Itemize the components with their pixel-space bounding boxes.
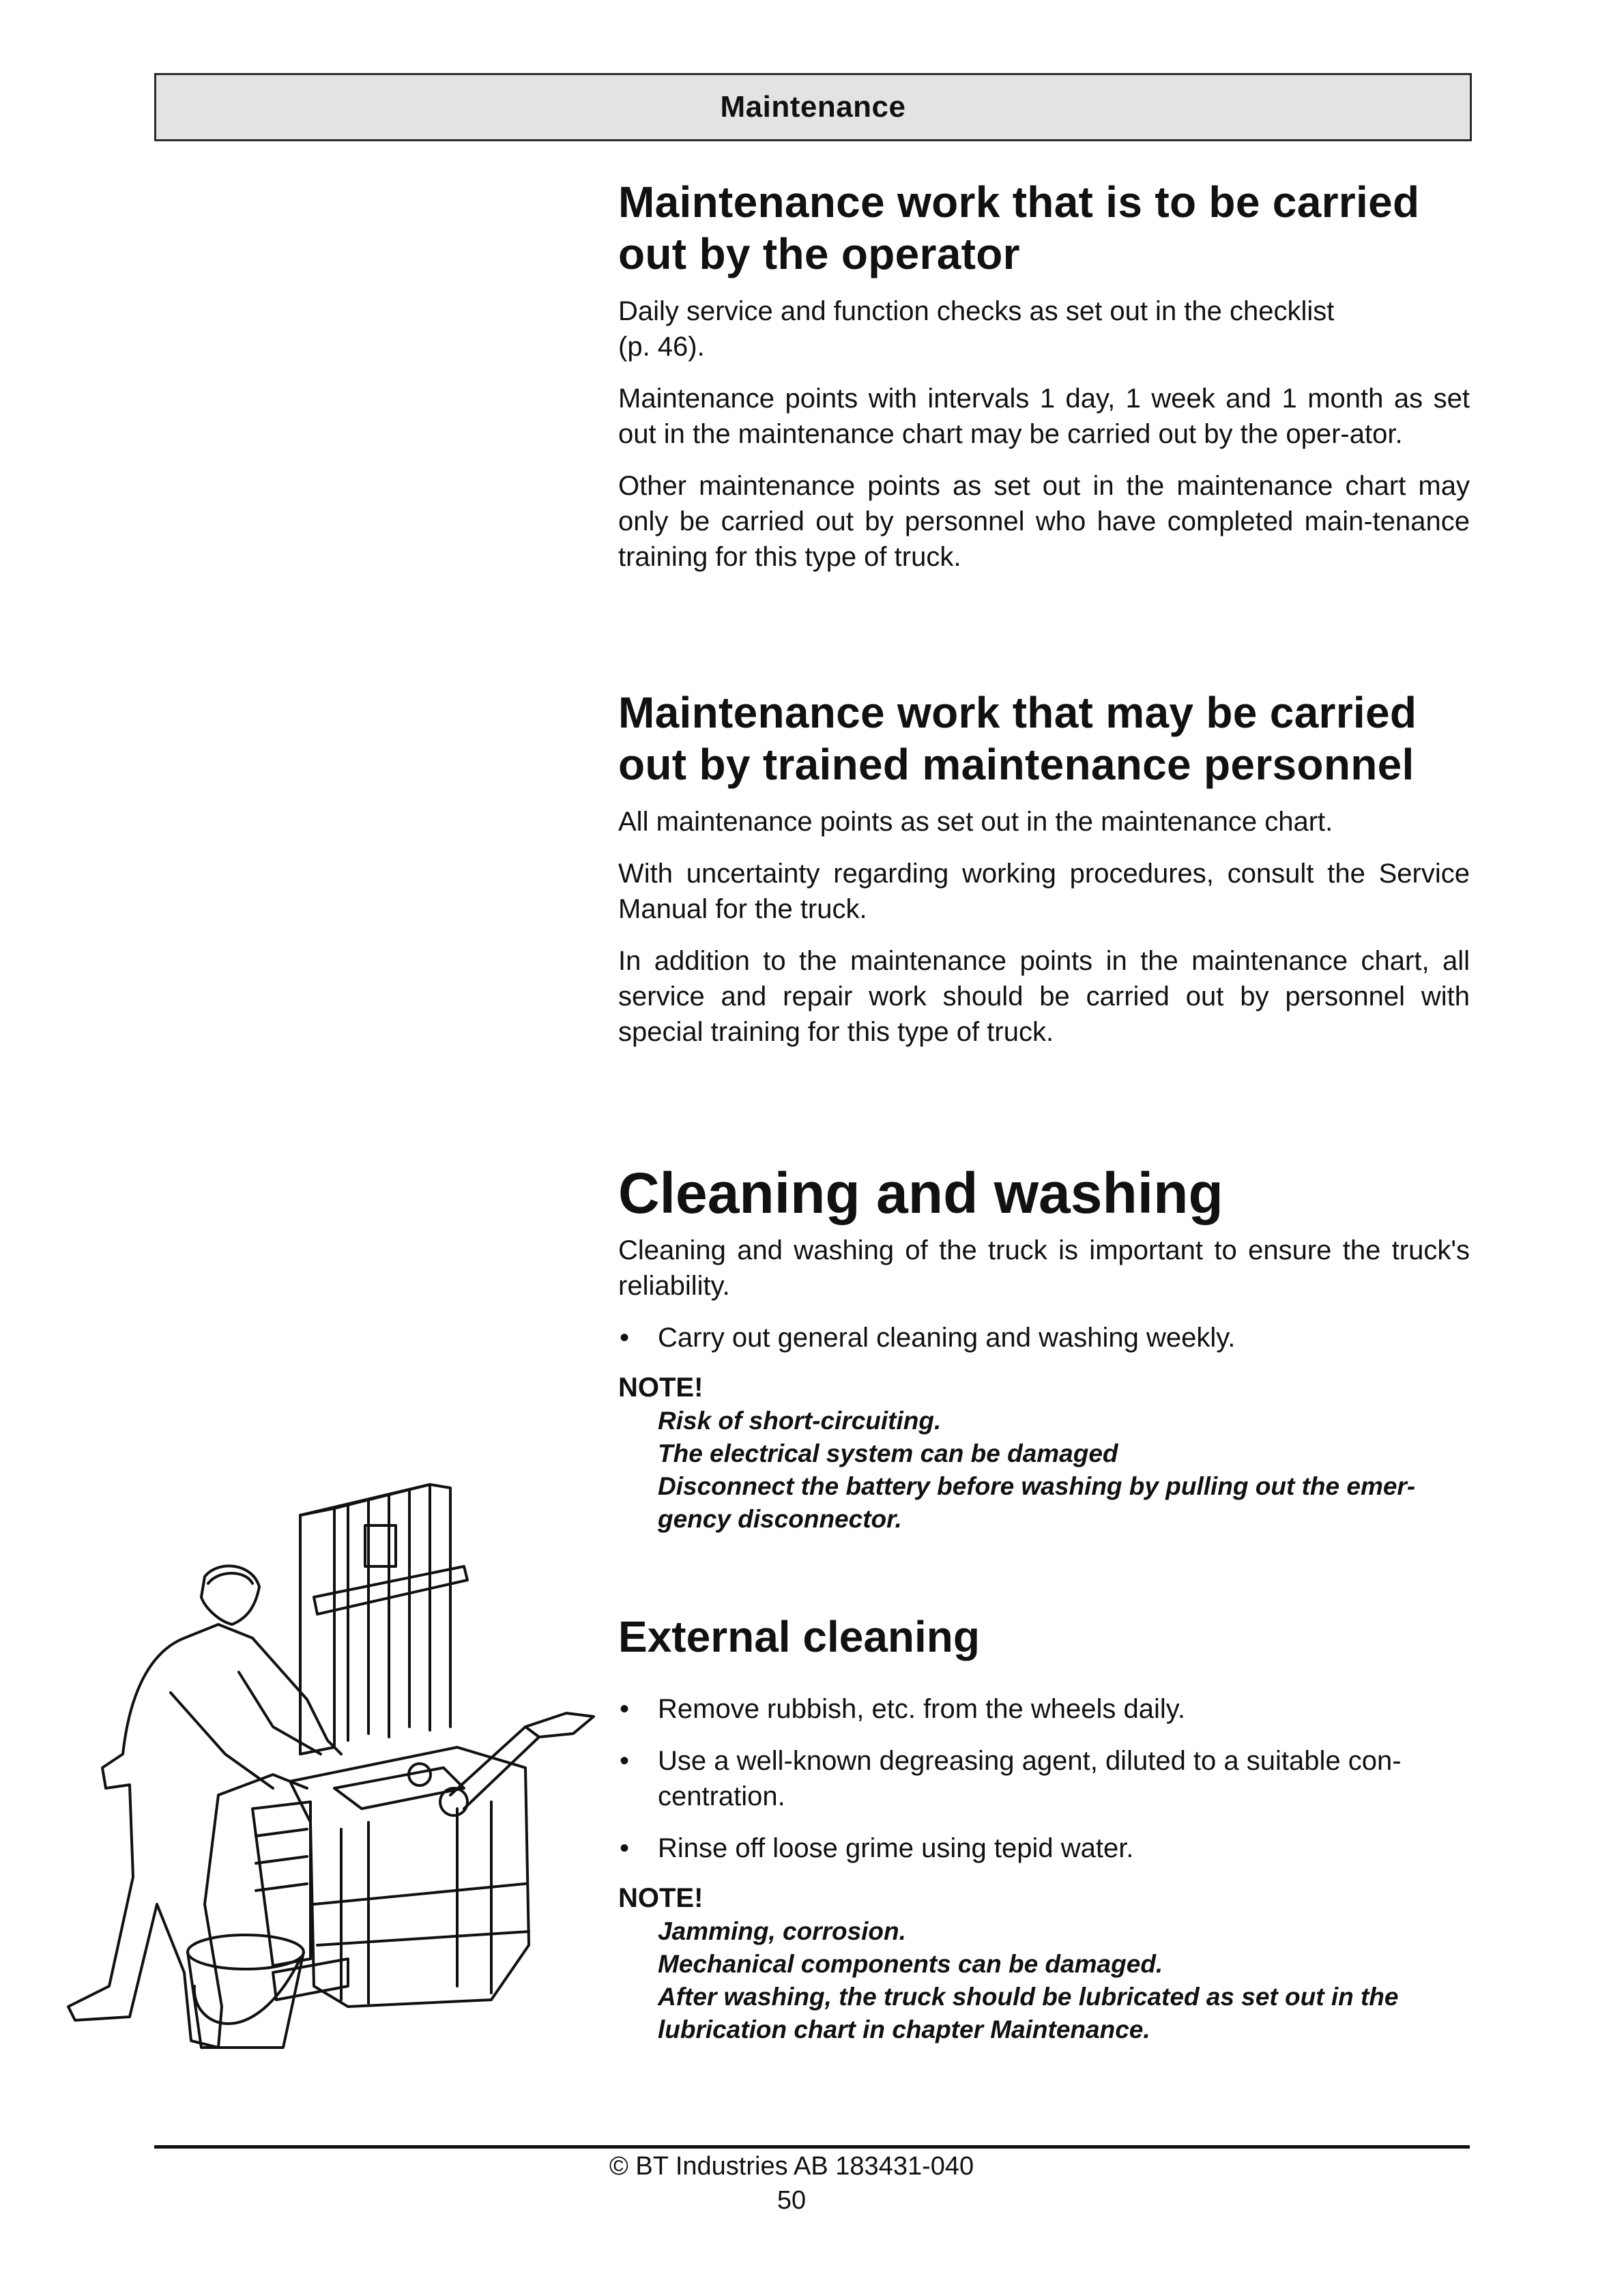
footer-divider xyxy=(154,2145,1470,2149)
heading-line: Maintenance work that is to be carried xyxy=(618,177,1420,227)
note-label: NOTE! xyxy=(618,1883,704,1913)
section-title: Cleaning and washing xyxy=(618,1161,1223,1225)
note-line: The electrical system can be damaged xyxy=(658,1439,1118,1467)
footer-copyright: © BT Industries AB 183431-040 xyxy=(609,2152,974,2181)
paragraph: Maintenance points with intervals 1 day, 1 week and 1 month as set out in the maintenance chart may be carried out by the oper-ator. xyxy=(618,384,1470,449)
paragraph: In addition to the maintenance points in the maintenance chart, all service and repair work should be carried out by personnel with special training for this type of truck. xyxy=(618,946,1470,1047)
list-item: • Rinse off loose grime using tepid water. xyxy=(618,1831,1470,1866)
note-line: lubrication chart in chapter Maintenance. xyxy=(658,2015,1150,2043)
page-number: 50 xyxy=(777,2186,807,2215)
note-line: Risk of short-circuiting. xyxy=(658,1407,942,1435)
section-title: External cleaning xyxy=(618,1612,980,1661)
mast-drawing xyxy=(300,1484,467,1754)
note-line: Mechanical components can be damaged. xyxy=(658,1950,1163,1978)
paragraph: Cleaning and washing of the truck is important to ensure the truck's reliability. xyxy=(618,1235,1470,1301)
list-item: • Carry out general cleaning and washing weekly. xyxy=(618,1320,1470,1355)
heading-line: out by the operator xyxy=(618,229,1020,278)
note-line: After washing, the truck should be lubricated as set out in the xyxy=(658,1983,1399,2011)
bullet-icon: • xyxy=(620,1746,630,1776)
paragraph: All maintenance points as set out in the maintenance chart. xyxy=(618,807,1333,837)
section-heading xyxy=(618,687,1470,790)
bullet-icon: • xyxy=(620,1694,630,1724)
bullet-icon: • xyxy=(620,1323,630,1353)
paragraph: With uncertainty regarding working procedures, consult the Service Manual for the truck. xyxy=(618,859,1470,924)
bucket-drawing xyxy=(188,1935,304,2048)
bullet-icon: • xyxy=(620,1833,630,1863)
note-line: Disconnect the battery before washing by pulling out the emer- xyxy=(658,1472,1416,1500)
section-cleaning-and-washing xyxy=(618,1160,1470,1536)
heading-line: Maintenance work that may be carried xyxy=(618,688,1417,737)
section-heading xyxy=(618,176,1470,280)
paragraph: Daily service and function checks as set out in the checklist (p. 46). xyxy=(618,296,1335,362)
chapter-title: Maintenance xyxy=(720,90,906,124)
note-line: Jamming, corrosion. xyxy=(658,1917,906,1945)
section-external-cleaning xyxy=(618,1611,1470,2046)
list-item: • Use a well-known degreasing agent, diluted to a suitable con-centration. xyxy=(618,1743,1470,1814)
heading-line: out by trained maintenance personnel xyxy=(618,740,1415,789)
section-trained-personnel-maintenance xyxy=(618,687,1470,1050)
note-label: NOTE! xyxy=(618,1373,704,1403)
section-operator-maintenance xyxy=(618,176,1470,575)
paragraph: Other maintenance points as set out in the maintenance chart may only be carried out by personnel who have completed main-tenance training for this type of truck. xyxy=(618,471,1470,572)
list-item: • Remove rubbish, etc. from the wheels daily. xyxy=(618,1691,1470,1727)
chapter-header xyxy=(154,73,1472,141)
truck-cleaning-illustration xyxy=(48,1467,607,2082)
note-line: gency disconnector. xyxy=(658,1505,902,1533)
